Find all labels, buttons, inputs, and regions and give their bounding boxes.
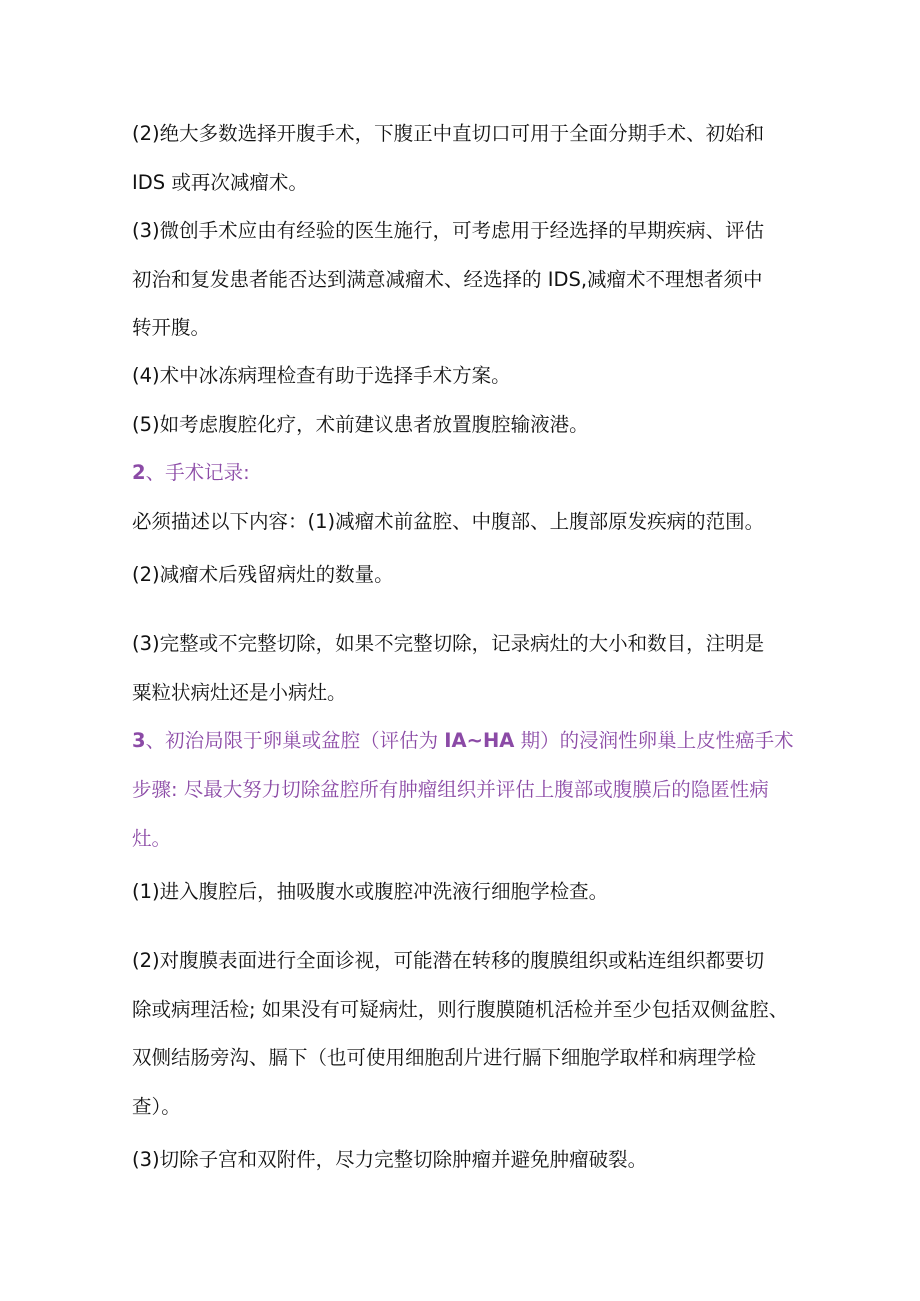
paragraph-line: (2)减瘤术后残留病灶的数量。	[132, 563, 394, 586]
paragraph-line: 初治和复发患者能否达到满意减瘤术、经选择的 IDS,减瘤术不理想者须中	[132, 268, 763, 291]
section-heading-3-line2: 步骤: 尽最大努力切除盆腔所有肿瘤组织并评估上腹部或腹膜后的隐匿性病	[132, 778, 769, 801]
heading-text: 、初治局限于卵巢或盆腔（评估为	[145, 729, 439, 752]
paragraph-line: (3)完整或不完整切除，如果不完整切除，记录病灶的大小和数目，注明是	[132, 632, 765, 655]
heading-text: 、手术记录:	[145, 461, 250, 484]
stage-label: IA~HA	[444, 729, 515, 752]
paragraph-line: (1)进入腹腔后，抽吸腹水或腹腔冲洗液行细胞学检查。	[132, 880, 609, 903]
paragraph-line: (3)切除子宫和双附件，尽力完整切除肿瘤并避免肿瘤破裂。	[132, 1148, 648, 1171]
paragraph-line: (3)微创手术应由有经验的医生施行，可考虑用于经选择的早期疾病、评估	[132, 219, 765, 242]
paragraph-line: 转开腹。	[132, 316, 211, 339]
paragraph-line: IDS 或再次减瘤术。	[132, 171, 308, 194]
section-heading-3	[132, 727, 794, 755]
paragraph-line: (2)绝大多数选择开腹手术，下腹正中直切口可用于全面分期手术、初始和	[132, 122, 765, 145]
paragraph-line: 粟粒状病灶还是小病灶。	[132, 681, 347, 704]
paragraph-line: (5)如考虑腹腔化疗，术前建议患者放置腹腔输液港。	[132, 413, 589, 436]
heading-number: 2	[132, 461, 146, 484]
section-heading-2	[132, 459, 250, 487]
heading-text: 期）的浸润性卵巢上皮性癌手术	[520, 729, 794, 752]
paragraph-line: 必须描述以下内容：(1)减瘤术前盆腔、中腹部、上腹部原发疾病的范围。	[132, 510, 765, 533]
paragraph-line: 除或病理活检; 如果没有可疑病灶，则行腹膜随机活检并至少包括双侧盆腔、	[132, 998, 789, 1021]
paragraph-line: (2)对腹膜表面进行全面诊视，可能潜在转移的腹膜组织或粘连组织都要切	[132, 949, 765, 972]
section-heading-3-line3: 灶。	[132, 827, 172, 850]
paragraph-line: 双侧结肠旁沟、膈下（也可使用细胞刮片进行膈下细胞学取样和病理学检	[132, 1046, 757, 1069]
paragraph-line: (4)术中冰冻病理检查有助于选择手术方案。	[132, 364, 511, 387]
heading-number: 3	[132, 729, 146, 752]
paragraph-line: 查）。	[132, 1095, 181, 1118]
